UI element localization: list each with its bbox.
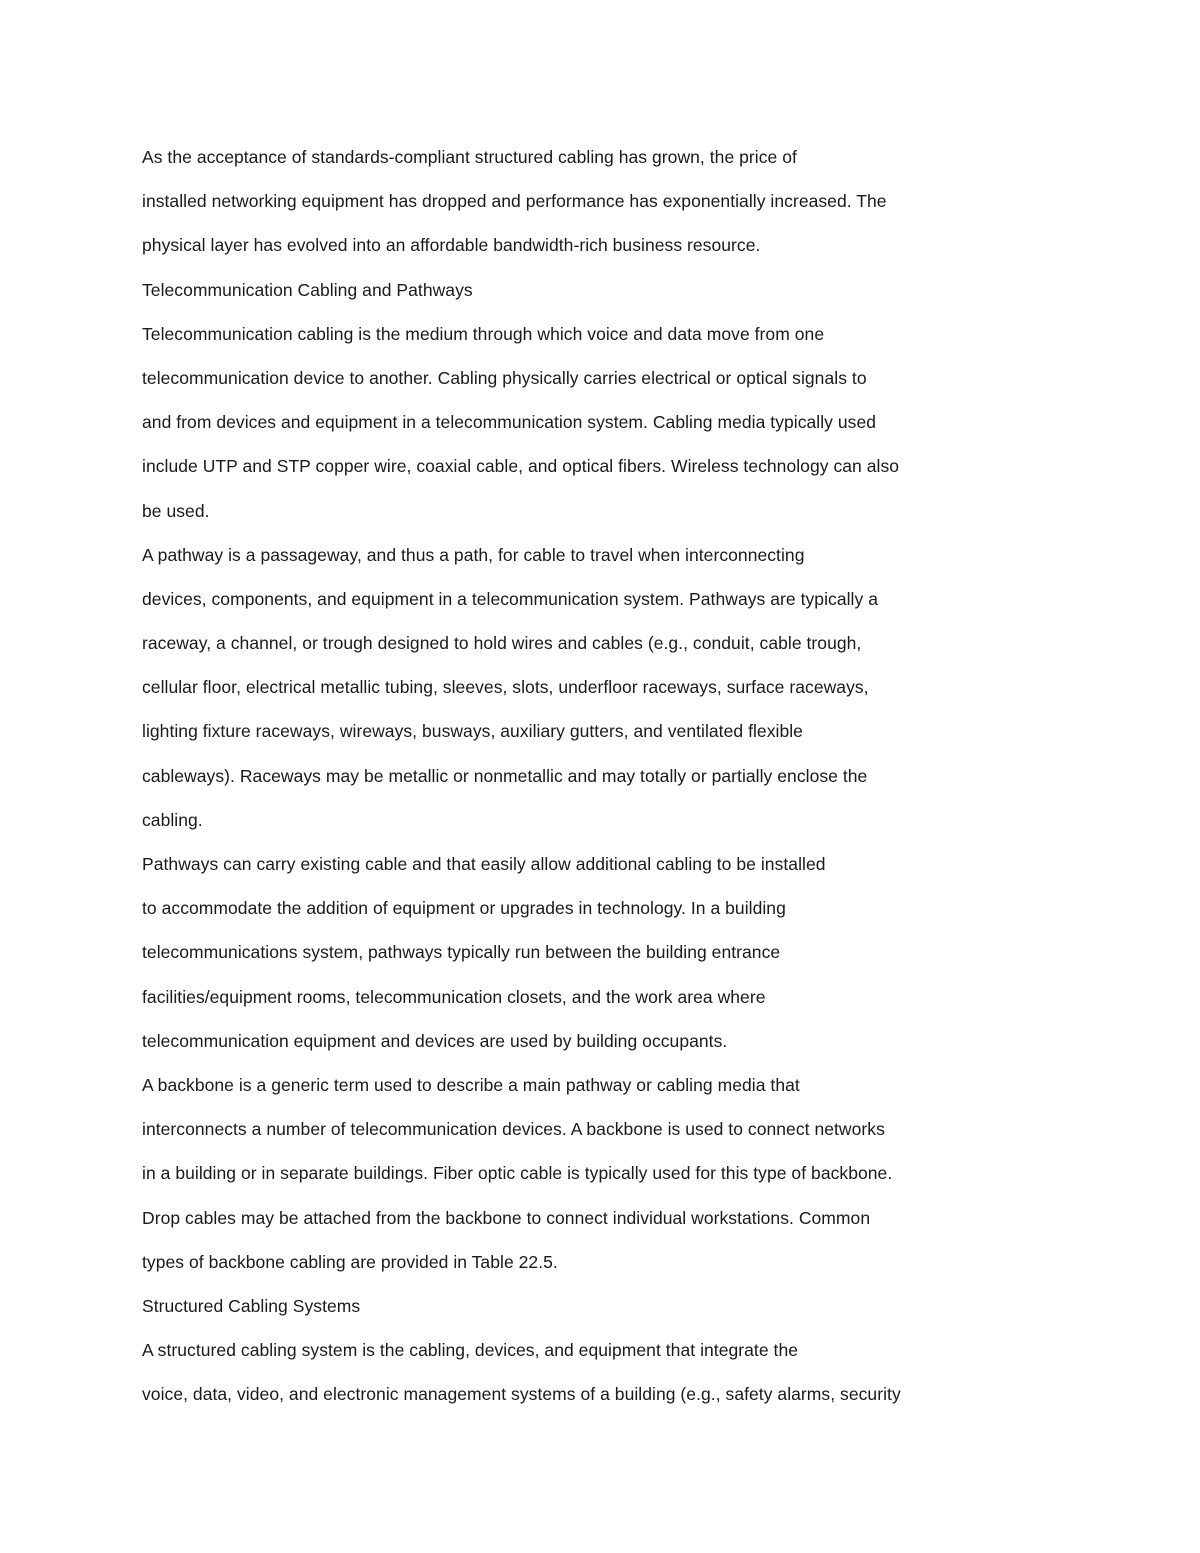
text-line: Telecommunication Cabling and Pathways bbox=[142, 279, 473, 300]
text-line: Drop cables may be attached from the backbone to connect individual workstations. Common bbox=[142, 1207, 871, 1228]
text-line: A backbone is a generic term used to describe a main pathway or cabling media that bbox=[142, 1074, 800, 1095]
document-body bbox=[142, 142, 1012, 1423]
text-line: raceway, a channel, or trough designed to hold wires and cables (e.g., conduit, cable trough, bbox=[142, 633, 862, 654]
text-line: Telecommunication cabling is the medium through which voice and data move from one bbox=[142, 323, 825, 344]
text-line: lighting fixture raceways, wireways, busways, auxiliary gutters, and ventilated flexible bbox=[142, 721, 803, 742]
text-line: As the acceptance of standards-compliant structured cabling has grown, the price of bbox=[142, 147, 797, 167]
text-line: telecommunication equipment and devices are used by building occupants. bbox=[142, 1030, 728, 1051]
text-line: cableways). Raceways may be metallic or nonmetallic and may totally or partially enclose the bbox=[142, 765, 868, 786]
text-line: A structured cabling system is the cabling, devices, and equipment that integrate the bbox=[142, 1340, 799, 1361]
text-line: installed networking equipment has dropped and performance has exponentially increased. The bbox=[142, 191, 887, 212]
text-line: devices, components, and equipment in a telecommunication system. Pathways are typically a bbox=[142, 588, 878, 609]
text-line: Structured Cabling Systems bbox=[142, 1295, 361, 1316]
text-line: and from devices and equipment in a telecommunication system. Cabling media typically used bbox=[142, 412, 877, 433]
text-line: physical layer has evolved into an affordable bandwidth-rich business resource. bbox=[142, 235, 761, 256]
text-line: be used. bbox=[142, 500, 210, 521]
text-line: cellular floor, electrical metallic tubing, sleeves, slots, underfloor raceways, surface raceways, bbox=[142, 677, 869, 698]
text-line: voice, data, video, and electronic management systems of a building (e.g., safety alarms, security bbox=[142, 1384, 901, 1405]
text-line: Pathways can carry existing cable and that easily allow additional cabling to be installed bbox=[142, 854, 826, 874]
text-line: interconnects a number of telecommunication devices. A backbone is used to connect networks bbox=[142, 1119, 885, 1140]
text-line: include UTP and STP copper wire, coaxial cable, and optical fibers. Wireless technology can also bbox=[142, 456, 900, 477]
text-line: types of backbone cabling are provided in Table 22.5. bbox=[142, 1251, 558, 1272]
text-line: in a building or in separate buildings. Fiber optic cable is typically used for this type of backbone. bbox=[142, 1163, 893, 1184]
text-line: facilities/equipment rooms, telecommunication closets, and the work area where bbox=[142, 986, 766, 1007]
text-line: to accommodate the addition of equipment or upgrades in technology. In a building bbox=[142, 898, 786, 919]
text-line: telecommunication device to another. Cabling physically carries electrical or optical signals to bbox=[142, 367, 867, 388]
text-line: cabling. bbox=[142, 809, 203, 830]
text-line: A pathway is a passageway, and thus a path, for cable to travel when interconnecting bbox=[142, 544, 805, 565]
text-line: telecommunications system, pathways typically run between the building entrance bbox=[142, 942, 781, 963]
